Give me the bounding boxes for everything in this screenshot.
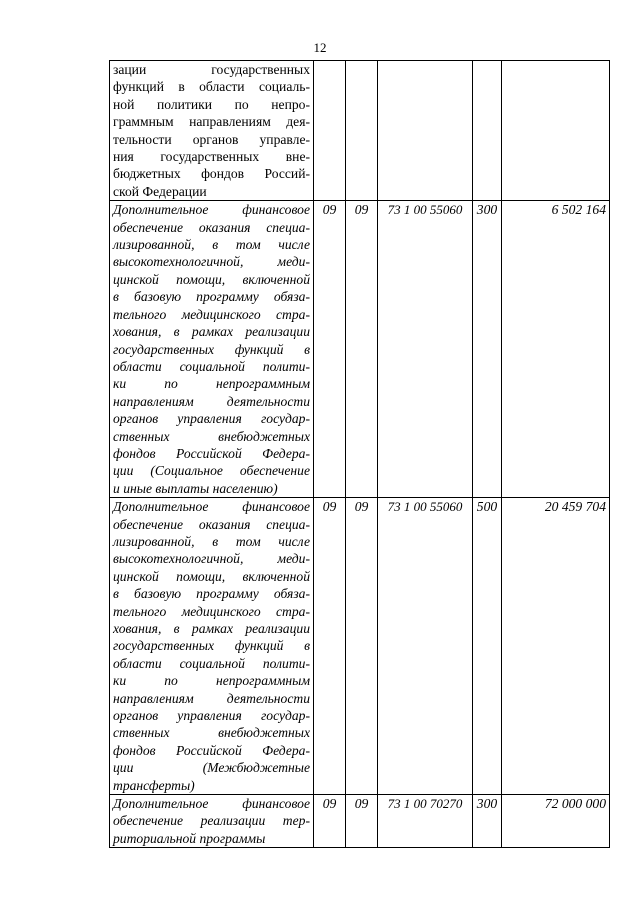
expense-item-name-line: ственных внебюджетных — [113, 428, 310, 444]
subsection-code-cell: 09 — [346, 201, 378, 498]
expense-item-name-line: риториальной программы — [113, 830, 266, 846]
subsection-code-cell — [346, 61, 378, 201]
amount-cell — [502, 61, 610, 201]
expense-item-name-line: ки по непрограммным — [113, 376, 310, 392]
expense-item-name-line: зации государственных — [113, 62, 310, 77]
table-row — [110, 61, 610, 201]
subsection-code-cell: 09 — [346, 498, 378, 795]
expense-item-name-line: ния государственных вне- — [113, 149, 310, 165]
target-article-code-cell: 73 1 00 55060 — [378, 201, 473, 498]
expense-item-name-line: граммным направлениям дея- — [113, 114, 310, 130]
expense-item-name-line: направлениям деятельности — [113, 393, 310, 409]
section-code-cell: 09 — [314, 498, 346, 795]
expense-type-code-cell — [473, 61, 502, 201]
expense-item-name-line: ции (Межбюджетные — [113, 760, 310, 776]
expense-item-name-line: обеспечение оказания специа- — [113, 219, 310, 235]
budget-table — [109, 60, 610, 848]
expense-item-name-line: лизированной, в том числе — [113, 533, 310, 549]
expense-item-name-line: области социальной полити- — [113, 655, 310, 671]
target-article-code-cell — [378, 61, 473, 201]
expense-item-name-line: ции (Социальное обеспечение — [113, 463, 310, 479]
expense-item-name-line: ственных внебюджетных — [113, 725, 310, 741]
expense-type-code-cell: 300 — [473, 201, 502, 498]
expense-item-name-line: хования, в рамках реализации — [113, 621, 310, 636]
expense-item-name-line: цинской помощи, включенной — [113, 568, 310, 584]
expense-item-name-line: цинской помощи, включенной — [113, 271, 310, 287]
expense-item-name-line: и иные выплаты населению) — [113, 480, 278, 496]
expense-item-name-line: ной политики по непро- — [113, 96, 310, 112]
expense-item-name-line: Дополнительное финансовое — [113, 499, 310, 515]
expense-type-code-cell: 300 — [473, 795, 502, 848]
expense-type-code-cell: 500 — [473, 498, 502, 795]
expense-item-name — [110, 795, 314, 848]
subsection-code-cell: 09 — [346, 795, 378, 848]
expense-item-name-line: бюджетных фондов Россий- — [113, 166, 310, 182]
expense-item-name-line: государственных функций в — [113, 341, 310, 357]
page-number: 12 — [313, 40, 327, 55]
expense-item-name-line: органов управления государ- — [113, 708, 310, 724]
expense-item-name-line: в базовую программу обяза- — [113, 586, 310, 602]
expense-item-name-line: тельного медицинского стра- — [113, 306, 310, 322]
expense-item-name-line: Дополнительное финансовое — [113, 796, 310, 812]
expense-item-name-line: направлениям деятельности — [113, 690, 310, 706]
expense-item-name-line: тельности органов управле- — [113, 131, 310, 147]
amount-cell: 6 502 164 — [502, 201, 610, 498]
expense-item-name-line: области социальной полити- — [113, 358, 310, 374]
expense-item-name-line: фондов Российской Федера- — [113, 445, 310, 461]
expense-item-name-line: фондов Российской Федера- — [113, 742, 310, 758]
expense-item-name-line: тельного медицинского стра- — [113, 603, 310, 619]
expense-item-name — [110, 201, 314, 498]
expense-item-name-line: ки по непрограммным — [113, 673, 310, 689]
expense-item-name-line: обеспечение оказания специа- — [113, 516, 310, 532]
expense-item-name — [110, 498, 314, 795]
target-article-code-cell: 73 1 00 70270 — [378, 795, 473, 848]
expense-item-name-line: высокотехнологичной, меди- — [113, 254, 310, 270]
table-row — [110, 201, 610, 498]
expense-item-name-line: высокотехнологичной, меди- — [113, 551, 310, 567]
section-code-cell: 09 — [314, 795, 346, 848]
amount-cell: 72 000 000 — [502, 795, 610, 848]
table-row — [110, 498, 610, 795]
budget-table-body — [110, 61, 610, 848]
expense-item-name-line: обеспечение реализации тер- — [113, 813, 310, 829]
table-row — [110, 795, 610, 848]
section-code-cell: 09 — [314, 201, 346, 498]
section-code-cell — [314, 61, 346, 201]
expense-item-name-line: органов управления государ- — [113, 411, 310, 427]
expense-item-name-line: государственных функций в — [113, 638, 310, 654]
expense-item-name-line: Дополнительное финансовое — [113, 202, 310, 218]
expense-item-name-line: ской Федерации — [113, 183, 207, 199]
expense-item-name — [110, 61, 314, 201]
expense-item-name-line: лизированной, в том числе — [113, 237, 310, 253]
target-article-code-cell: 73 1 00 55060 — [378, 498, 473, 795]
expense-item-name-line: в базовую программу обяза- — [113, 289, 310, 305]
amount-cell: 20 459 704 — [502, 498, 610, 795]
expense-item-name-line: функций в области социаль- — [113, 79, 310, 95]
expense-item-name-line: хования, в рамках реализации — [113, 324, 310, 340]
expense-item-name-line: трансферты) — [113, 777, 195, 793]
